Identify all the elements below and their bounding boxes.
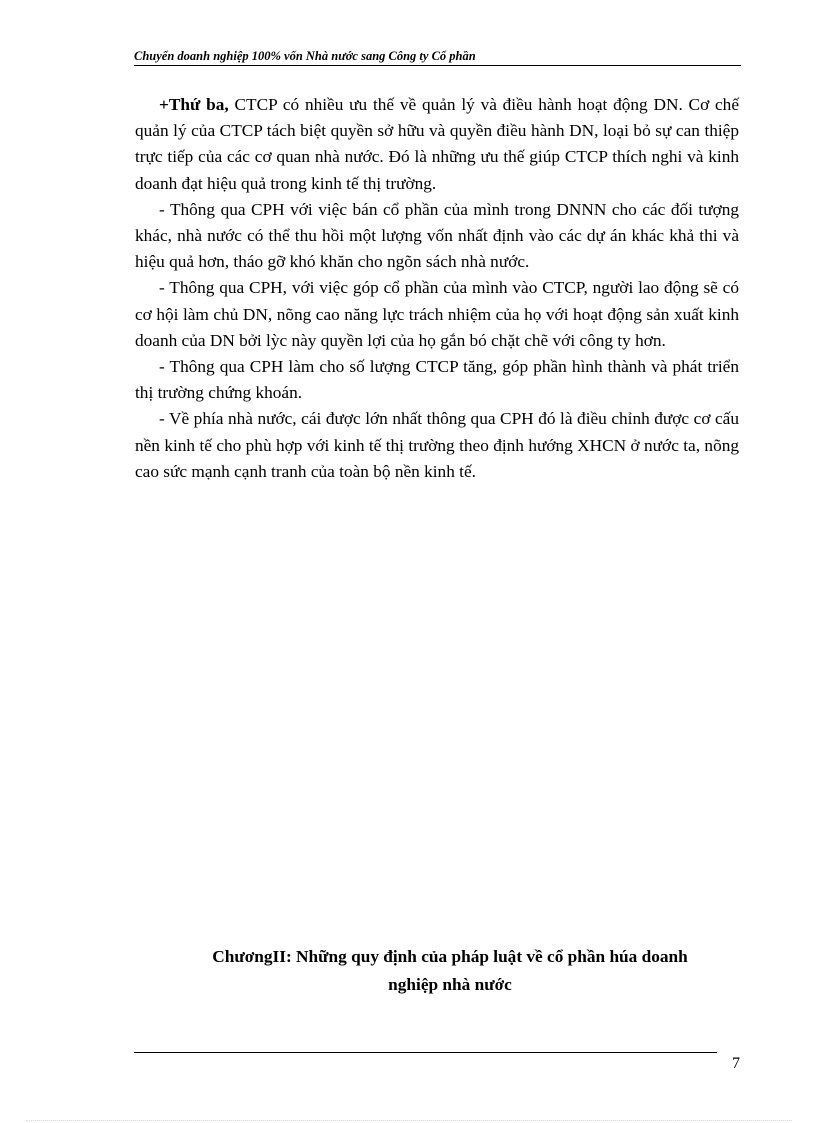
chapter-heading <box>140 943 760 999</box>
paragraph-state-benefit: - Về phía nhà nước, cái được lớn nhất thông qua CPH đó là điều chỉnh được cơ cấu nền kinh tế cho phù hợp với kinh tế thị trường theo định hướng XHCN ở nước ta, nõng cao sức mạnh cạnh tranh của toàn bộ nền kinh tế. <box>135 409 739 481</box>
running-header-title: Chuyển doanh nghiệp 100% vốn Nhà nước sang Công ty Cổ phần <box>134 49 476 63</box>
paragraph-text: CTCP có nhiều ưu thế về quản lý và điều hành hoạt động DN. Cơ chế quản lý của CTCP tách biệt quyền sở hữu và quyền điều hành DN, loại bỏ sự can thiệp trực tiếp của các cơ quan nhà nước. Đó là những ưu thế giúp CTCP thích nghi và kinh doanh đạt hiệu quả trong kinh tế thị trường. <box>135 95 739 193</box>
paragraph-advantages <box>135 92 739 197</box>
paragraph-stock-market: - Thông qua CPH làm cho số lượng CTCP tăng, góp phần hình thành và phát triển thị trường chứng khoán. <box>135 357 739 403</box>
paragraph-capital-recovery: - Thông qua CPH với việc bán cổ phần của mình trong DNNN cho các đối tượng khác, nhà nước có thể thu hồi một lượng vốn nhất định vào các dự án khác khả thi và hiệu quả hơn, tháo gỡ khó khăn cho ngõn sách nhà nước. <box>135 199 739 272</box>
paragraph-workers: - Thông qua CPH, với việc góp cổ phần của mình vào CTCP, người lao động sẽ có cơ hội làm chủ DN, nõng cao năng lực trách nhiệm của họ với hoạt động sản xuất kinh doanh của DN bởi lỳc này quyền lợi của họ gắn bó chặt chẽ với công ty hơn. <box>135 278 739 350</box>
footer-divider <box>134 1052 717 1053</box>
chapter-heading-line-2: nghiệp nhà nước <box>388 975 512 994</box>
chapter-heading-line-1: ChươngII: Những quy định của pháp luật về cổ phần húa doanh <box>212 947 688 966</box>
paragraph-lead: +Thứ ba, <box>159 95 229 114</box>
body-text <box>135 92 739 485</box>
running-header <box>134 47 741 66</box>
page-number: 7 <box>732 1055 740 1072</box>
page-edge <box>26 1120 792 1121</box>
